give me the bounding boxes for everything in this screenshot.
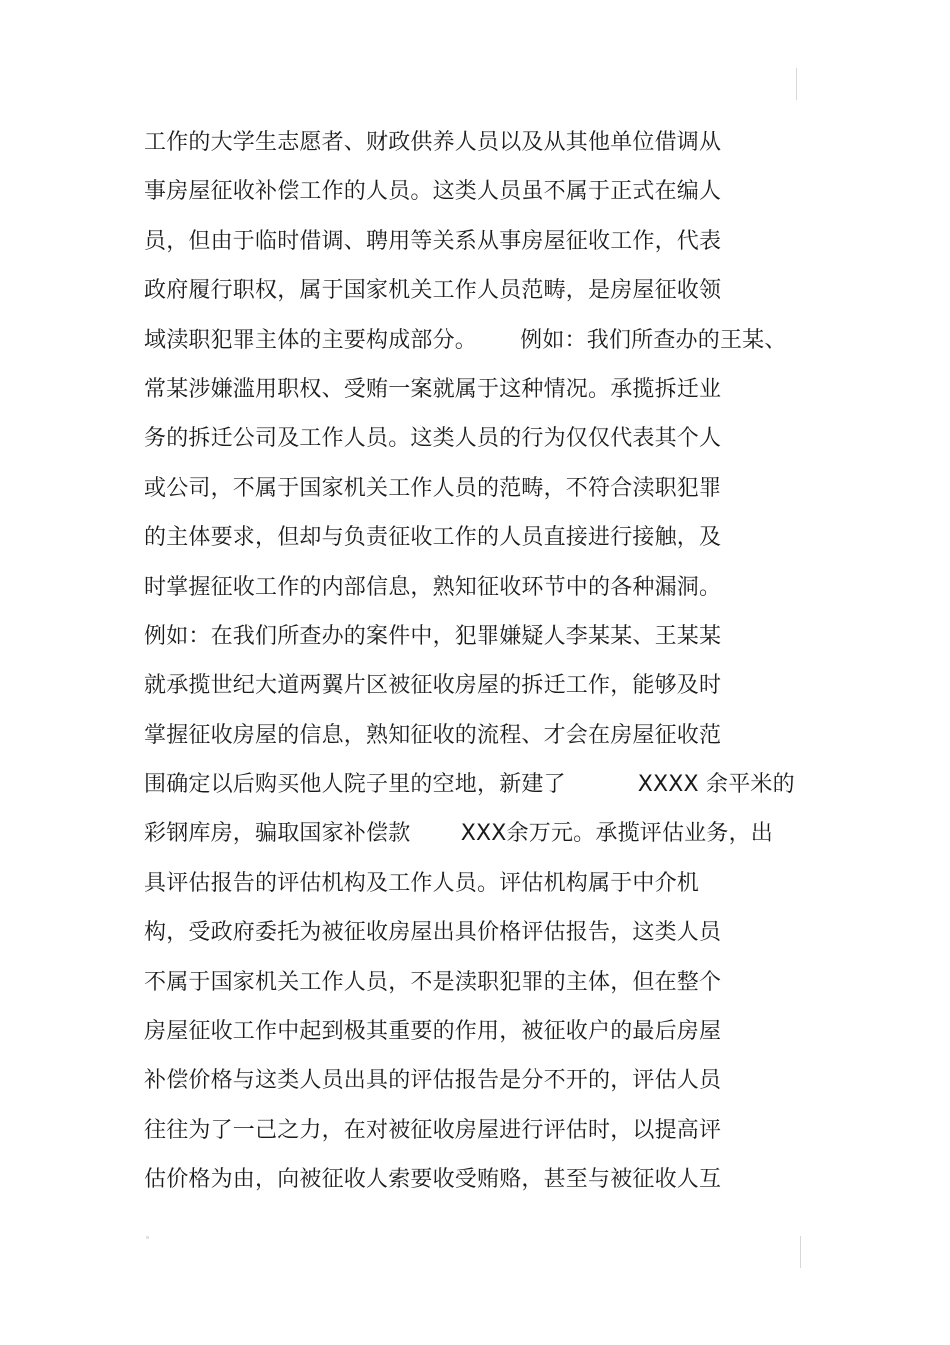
text-line: 常某涉嫌滥用职权、受贿一案就属于这种情况。承揽拆迁业 — [144, 376, 722, 402]
text-line: 围确定以后购买他人院子里的空地，新建了 XXXX 余平米的 — [144, 772, 795, 798]
text-line: 例如：在我们所查办的案件中，犯罪嫌疑人李某某、王某某 — [144, 623, 722, 649]
text-line: 就承揽世纪大道两翼片区被征收房屋的拆迁工作，能够及时 — [144, 673, 722, 699]
text-line: 补偿价格与这类人员出具的评估报告是分不开的，评估人员 — [144, 1068, 722, 1094]
text-line: 房屋征收工作中起到极其重要的作用，被征收户的最后房屋 — [144, 1019, 722, 1045]
text-line: 具评估报告的评估机构及工作人员。评估机构属于中介机 — [144, 870, 700, 896]
text-line: 估价格为由，向被征收人索要收受贿赂，甚至与被征收人互 — [144, 1167, 722, 1193]
text-line: 往往为了一己之力，在对被征收房屋进行评估时，以提高评 — [144, 1117, 722, 1143]
text-line: 或公司，不属于国家机关工作人员的范畴，不符合渎职犯罪 — [144, 475, 722, 501]
page-margin-mark-top-right — [796, 68, 797, 100]
text-line: 域渎职犯罪主体的主要构成部分。 例如：我们所查办的王某、 — [144, 327, 787, 353]
text-line: 事房屋征收补偿工作的人员。这类人员虽不属于正式在编人 — [144, 179, 722, 205]
text-line: 时掌握征收工作的内部信息，熟知征收环节中的各种漏洞。 — [144, 574, 722, 600]
text-line: 务的拆迁公司及工作人员。这类人员的行为仅仅代表其个人 — [144, 426, 722, 452]
text-line: 不属于国家机关工作人员，不是渎职犯罪的主体，但在整个 — [144, 969, 722, 995]
page-margin-mark-bottom-right — [800, 1236, 801, 1268]
page-margin-dot-bottom-left — [146, 1236, 149, 1239]
body-text — [144, 118, 824, 1205]
text-line: 的主体要求，但却与负责征收工作的人员直接进行接触，及 — [144, 525, 722, 551]
text-line: 彩钢库房，骗取国家补偿款 XXX余万元。承揽评估业务，出 — [144, 821, 773, 847]
text-line: 掌握征收房屋的信息，熟知征收的流程、才会在房屋征收范 — [144, 722, 722, 748]
text-line: 员，但由于临时借调、聘用等关系从事房屋征收工作，代表 — [144, 228, 722, 254]
text-line: 构，受政府委托为被征收房屋出具价格评估报告，这类人员 — [144, 920, 722, 946]
text-line: 政府履行职权，属于国家机关工作人员范畴，是房屋征收领 — [144, 278, 722, 304]
text-line: 工作的大学生志愿者、财政供养人员以及从其他单位借调从 — [144, 130, 722, 155]
